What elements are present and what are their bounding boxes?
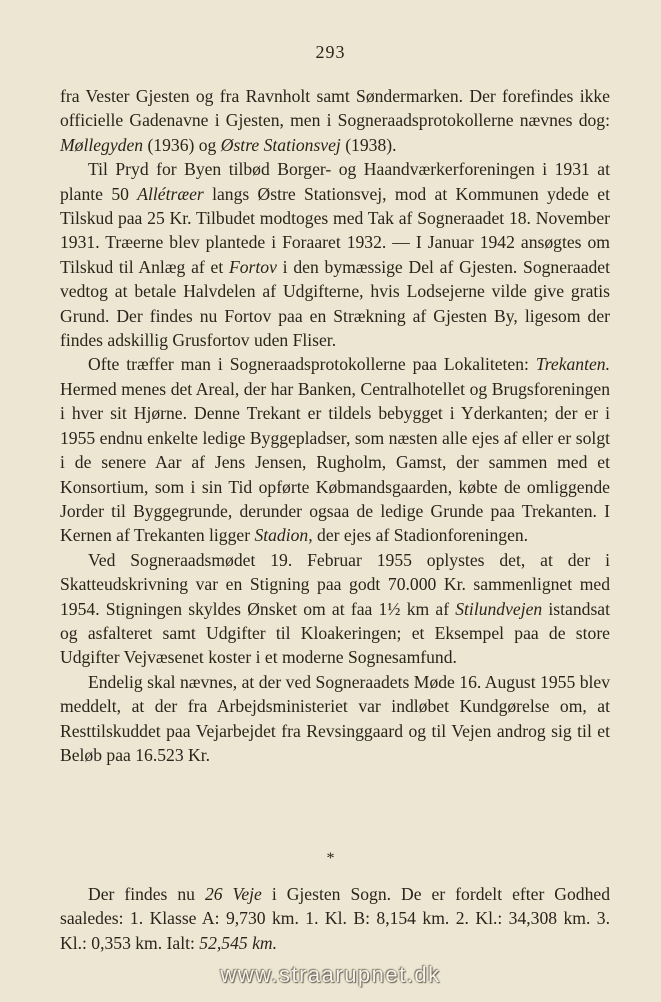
italic-term: 26 Veje <box>204 884 262 904</box>
text-run: langs Østre Stationsvej, mod at Kommunen ydede et Tilskud paa 25 Kr. Tilbudet modtoges med Tak af Sogneraadet 18. November 1931. Træerne blev plantede i Foraaret 1932. — I Januar 1942 ansøgtes om Tilskud til Anlæg af et <box>60 183 610 277</box>
italic-term: Fortov <box>229 256 277 277</box>
text-run: (1938). <box>340 134 397 155</box>
text-run: fra Vester Gjesten og fra Ravnholt samt Søndermarken. Der forefindes ikke officielle Gadenavne i Gjesten, men i Sogneraadsprotokollerne nævnes dog: <box>60 86 610 131</box>
section-divider: * <box>326 850 335 867</box>
paragraph <box>60 352 610 547</box>
italic-term: Stilundvejen <box>455 598 543 619</box>
paragraph <box>60 882 610 955</box>
text-run: Hermed menes det Areal, der har Banken, Centralhotellet og Brugsforeningen i hver sit Hjørne. Denne Trekant er tildels bebygget i Yderkanten; der er i 1955 endnu enkelte ledige Byggepladser, som næsten alle ejes af eller er solgt i de senere Aar af Jens Jensen, Rugholm, Gamst, der sammen med et Konsortium, som i sin Tid opførte Købmandsgaarden, købte de omliggende Jorder til Byggegrunde, derunder ogsaa de ledige Grunde paa Trekanten. I Kernen af Trekanten ligger <box>60 378 610 546</box>
italic-term: Stadion, <box>254 525 313 546</box>
paragraph <box>60 548 610 670</box>
paragraph <box>60 670 610 768</box>
italic-term: Trekanten. <box>535 354 610 375</box>
paragraph <box>60 84 610 157</box>
text-run: Der findes nu <box>88 884 205 904</box>
text-run: Til Pryd for Byen tilbød Borger- og Haandværkerforeningen i 1931 at plante 50 <box>60 159 610 204</box>
text-run: i den bymæssige Del af Gjesten. Sogneraadet vedtog at betale Halvdelen af Udgifterne, hvis Lodsejerne vilde give gratis Grund. Der findes nu Fortov paa en Strækning af Gjesten By, ligesom der findes adskillig Grusfortov uden Fliser. <box>60 256 610 351</box>
italic-term: 52,545 km. <box>199 932 277 953</box>
watermark: www.straarupnet.dk <box>220 962 441 987</box>
text-run: Endelig skal nævnes, at der ved Sogneraadets Møde 16. August 1955 blev meddelt, at der fra Arbejdsministeriet var indløbet Kundgørelse om, at Resttilskuddet paa Vejarbejdet fra Revsinggaard og til Vejen androg sig til et Beløb paa 16.523 Kr. <box>60 671 610 765</box>
text-run: i Gjesten Sogn. De er fordelt efter Godhed saaledes: 1. Klasse A: 9,730 km. 1. Kl. B: 8,154 km. 2. Kl.: 34,308 km. 3. Kl.: 0,353 km. Ialt: <box>60 884 610 953</box>
text-run: istandsat og asfalteret samt Udgifter til Kloakeringen; et Eksempel paa de store Udgifter Vejvæsenet koster i et moderne Sognesamfund. <box>60 598 610 668</box>
italic-term: Østre Stationsvej <box>220 134 341 155</box>
closing-text <box>60 882 610 955</box>
text-run: Ofte træffer man i Sogneraadsprotokollerne paa Lokaliteten: <box>88 354 536 375</box>
page-number: 293 <box>315 42 346 62</box>
paragraph <box>60 157 610 352</box>
text-run: der ejes af Stadionforeningen. <box>312 525 529 546</box>
text-run: Ved Sogneraadsmødet 19. Februar 1955 oplystes det, at der i Skatteudskrivning var en Stigning paa godt 70.000 Kr. sammenlignet med 1954. Stigningen skyldes Ønsket om at faa 1½ km af <box>60 549 610 619</box>
italic-term: Møllegyden <box>60 134 144 155</box>
italic-term: Allétræer <box>137 183 204 204</box>
body-text <box>60 84 610 767</box>
text-run: (1936) og <box>143 134 221 155</box>
